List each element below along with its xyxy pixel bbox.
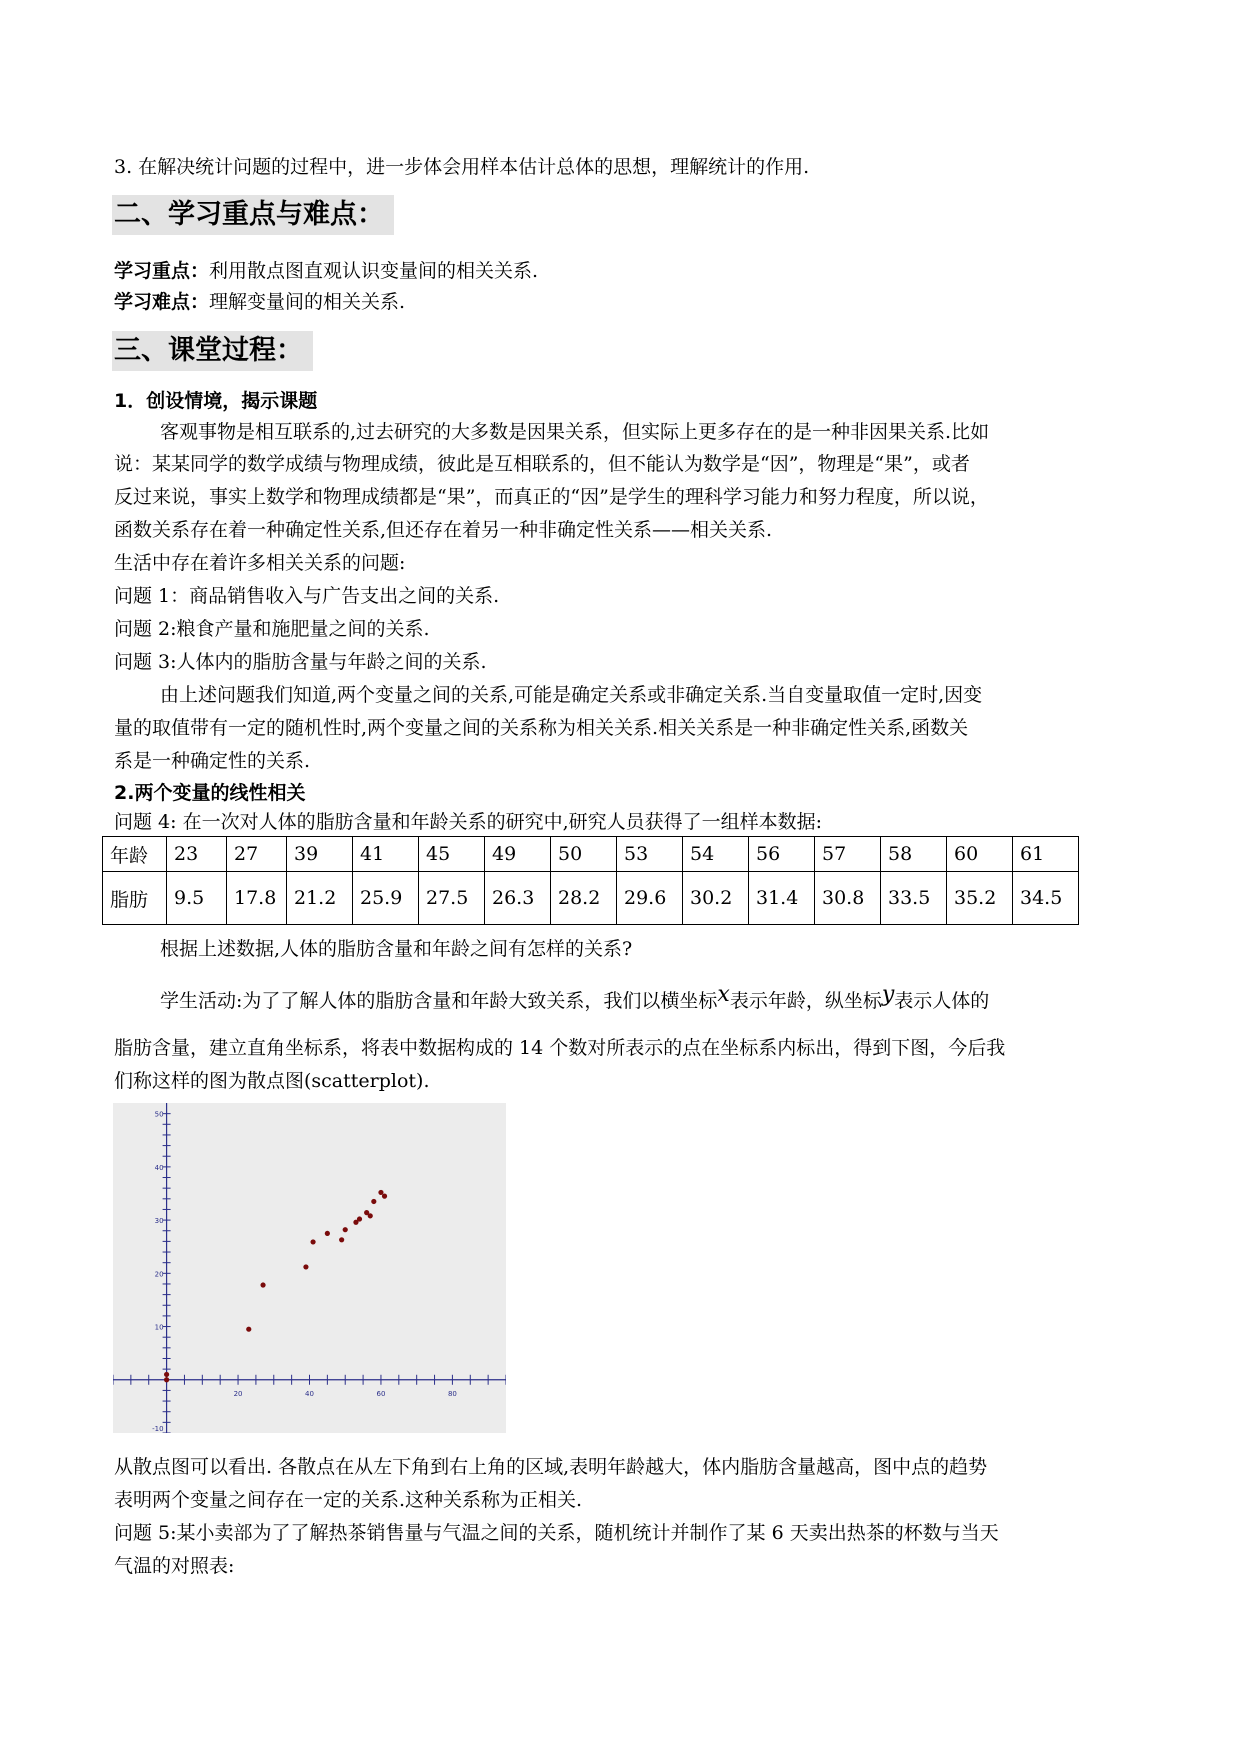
data-point xyxy=(343,1227,348,1232)
y-tick-label: -10 xyxy=(152,1425,164,1433)
x-tick-label: 40 xyxy=(305,1389,314,1398)
question-prompt: 根据上述数据,人体的脂肪含量和年龄之间有怎样的关系? xyxy=(160,938,633,960)
x-tick-label: 80 xyxy=(447,1389,457,1398)
table-cell-fat-label: 脂肪 xyxy=(103,872,167,925)
table-cell: 39 xyxy=(287,837,353,872)
para1-line-3: 反过来说，事实上数学和物理成绩都是“果”，而真正的“因”是学生的理科学习能力和努力程度，所以说， xyxy=(114,486,989,508)
life-intro: 生活中存在着许多相关关系的问题: xyxy=(114,552,406,574)
scatter-plot xyxy=(113,1103,506,1433)
question-5-line-1: 问题 5:某小卖部为了了解热茶销售量与气温之间的关系，随机统计并制作了某 6 天卖出热茶的杯数与当天 xyxy=(114,1522,999,1544)
data-point xyxy=(164,1372,169,1377)
para1-line-4: 函数关系存在着一种确定性关系,但还存在着另一种非确定性关系——相关关系. xyxy=(114,519,773,541)
table-cell: 33.5 xyxy=(881,872,947,925)
table-cell: 29.6 xyxy=(617,872,683,925)
x-tick-label: 60 xyxy=(376,1389,386,1398)
table-cell: 53 xyxy=(617,837,683,872)
table-cell: 45 xyxy=(419,837,485,872)
table-cell: 27 xyxy=(227,837,287,872)
data-point xyxy=(371,1199,376,1204)
activity-line-3: 们称这样的图为散点图(scatterplot). xyxy=(114,1070,430,1092)
table-cell: 23 xyxy=(167,837,227,872)
data-point xyxy=(246,1327,251,1332)
table-cell: 61 xyxy=(1013,837,1079,872)
goal-3: 3. 在解决统计问题的过程中，进一步体会用样本估计总体的思想，理解统计的作用. xyxy=(114,156,810,178)
table-cell: 35.2 xyxy=(947,872,1013,925)
table-cell: 58 xyxy=(881,837,947,872)
question-2: 问题 2:粮食产量和施肥量之间的关系. xyxy=(114,618,430,640)
table-cell: 17.8 xyxy=(227,872,287,925)
question-3: 问题 3:人体内的脂肪含量与年龄之间的关系. xyxy=(114,651,487,673)
table-cell: 60 xyxy=(947,837,1013,872)
table-cell: 27.5 xyxy=(419,872,485,925)
question-1: 问题 1：商品销售收入与广告支出之间的关系. xyxy=(114,585,500,607)
table-cell: 34.5 xyxy=(1013,872,1079,925)
var-x: x xyxy=(717,982,730,1007)
data-point xyxy=(310,1239,315,1244)
activity-line-2: 脂肪含量，建立直角坐标系，将表中数据构成的 14 个数对所表示的点在坐标系内标出，得到下图，今后我 xyxy=(114,1037,1006,1059)
table-cell: 56 xyxy=(749,837,815,872)
key-point-label: 学习重点： xyxy=(114,260,210,282)
difficulty-line xyxy=(114,290,405,314)
difficulty-label: 学习难点： xyxy=(114,291,210,313)
question-4: 问题 4: 在一次对人体的脂肪含量和年龄关系的研究中,研究人员获得了一组样本数据: xyxy=(114,811,823,833)
activity-text-2: 表示年龄，纵坐标 xyxy=(729,990,882,1012)
subsection-1-title: 1．创设情境，揭示课题 xyxy=(114,390,318,412)
section-heading-process: 三、课堂过程： xyxy=(112,331,313,371)
para2-line-1: 由上述问题我们知道,两个变量之间的关系,可能是确定关系或非确定关系.当自变量取值一定时,因变 xyxy=(160,684,983,706)
table-cell: 50 xyxy=(551,837,617,872)
var-y: y xyxy=(881,982,895,1007)
table-cell: 21.2 xyxy=(287,872,353,925)
y-tick-label: 10 xyxy=(154,1323,164,1332)
activity-text-3: 表示人体的 xyxy=(894,990,990,1012)
after-line-1: 从散点图可以看出. 各散点在从左下角到右上角的区域,表明年龄越大，体内脂肪含量越高，图中点的趋势 xyxy=(114,1456,988,1478)
data-point xyxy=(382,1194,387,1199)
table-cell: 30.8 xyxy=(815,872,881,925)
difficulty-text: 理解变量间的相关关系. xyxy=(209,291,406,313)
x-tick-label: 20 xyxy=(233,1389,243,1398)
table-cell: 49 xyxy=(485,837,551,872)
table-cell: 31.4 xyxy=(749,872,815,925)
y-tick-label: 50 xyxy=(154,1110,164,1119)
para1-line-2: 说：某某同学的数学成绩与物理成绩，彼此是互相联系的，但不能认为数学是“因”，物理是“果”，或者 xyxy=(114,453,970,475)
table-cell: 54 xyxy=(683,837,749,872)
para2-line-3: 系是一种确定性的关系. xyxy=(114,750,311,772)
activity-line-1 xyxy=(160,982,990,1013)
para2-line-2: 量的取值带有一定的随机性时,两个变量之间的关系称为相关关系.相关关系是一种非确定性关系,函数关 xyxy=(114,717,969,739)
after-line-2: 表明两个变量之间存在一定的关系.这种关系称为正相关. xyxy=(114,1489,583,1511)
table-cell: 30.2 xyxy=(683,872,749,925)
data-table xyxy=(102,836,1079,925)
table-cell: 28.2 xyxy=(551,872,617,925)
data-point xyxy=(303,1264,308,1269)
section-heading-key-points: 二、学习重点与难点： xyxy=(112,195,394,235)
table-row-fat xyxy=(103,872,1079,925)
question-5-line-2: 气温的对照表: xyxy=(114,1555,235,1577)
data-point xyxy=(325,1231,330,1236)
subsection-2-title: 2.两个变量的线性相关 xyxy=(114,782,306,804)
y-tick-label: 20 xyxy=(154,1270,164,1279)
table-cell-age-label: 年龄 xyxy=(103,837,167,872)
table-cell: 57 xyxy=(815,837,881,872)
data-point xyxy=(164,1377,169,1382)
table-cell: 41 xyxy=(353,837,419,872)
y-tick-label: 30 xyxy=(154,1217,164,1226)
activity-text-1: 学生活动:为了了解人体的脂肪含量和年龄大致关系，我们以横坐标 xyxy=(160,990,718,1012)
data-point xyxy=(260,1282,265,1287)
key-point-text: 利用散点图直观认识变量间的相关关系. xyxy=(209,260,539,282)
table-row-age xyxy=(103,837,1079,872)
data-point xyxy=(368,1213,373,1218)
scatter-svg xyxy=(113,1103,506,1433)
data-point xyxy=(357,1216,362,1221)
para1-line-1: 客观事物是相互联系的,过去研究的大多数是因果关系，但实际上更多存在的是一种非因果关系.比如 xyxy=(160,421,990,443)
table-cell: 25.9 xyxy=(353,872,419,925)
table-cell: 26.3 xyxy=(485,872,551,925)
y-tick-label: 40 xyxy=(154,1163,164,1172)
table-cell: 9.5 xyxy=(167,872,227,925)
data-point xyxy=(339,1237,344,1242)
key-point-line xyxy=(114,259,538,283)
